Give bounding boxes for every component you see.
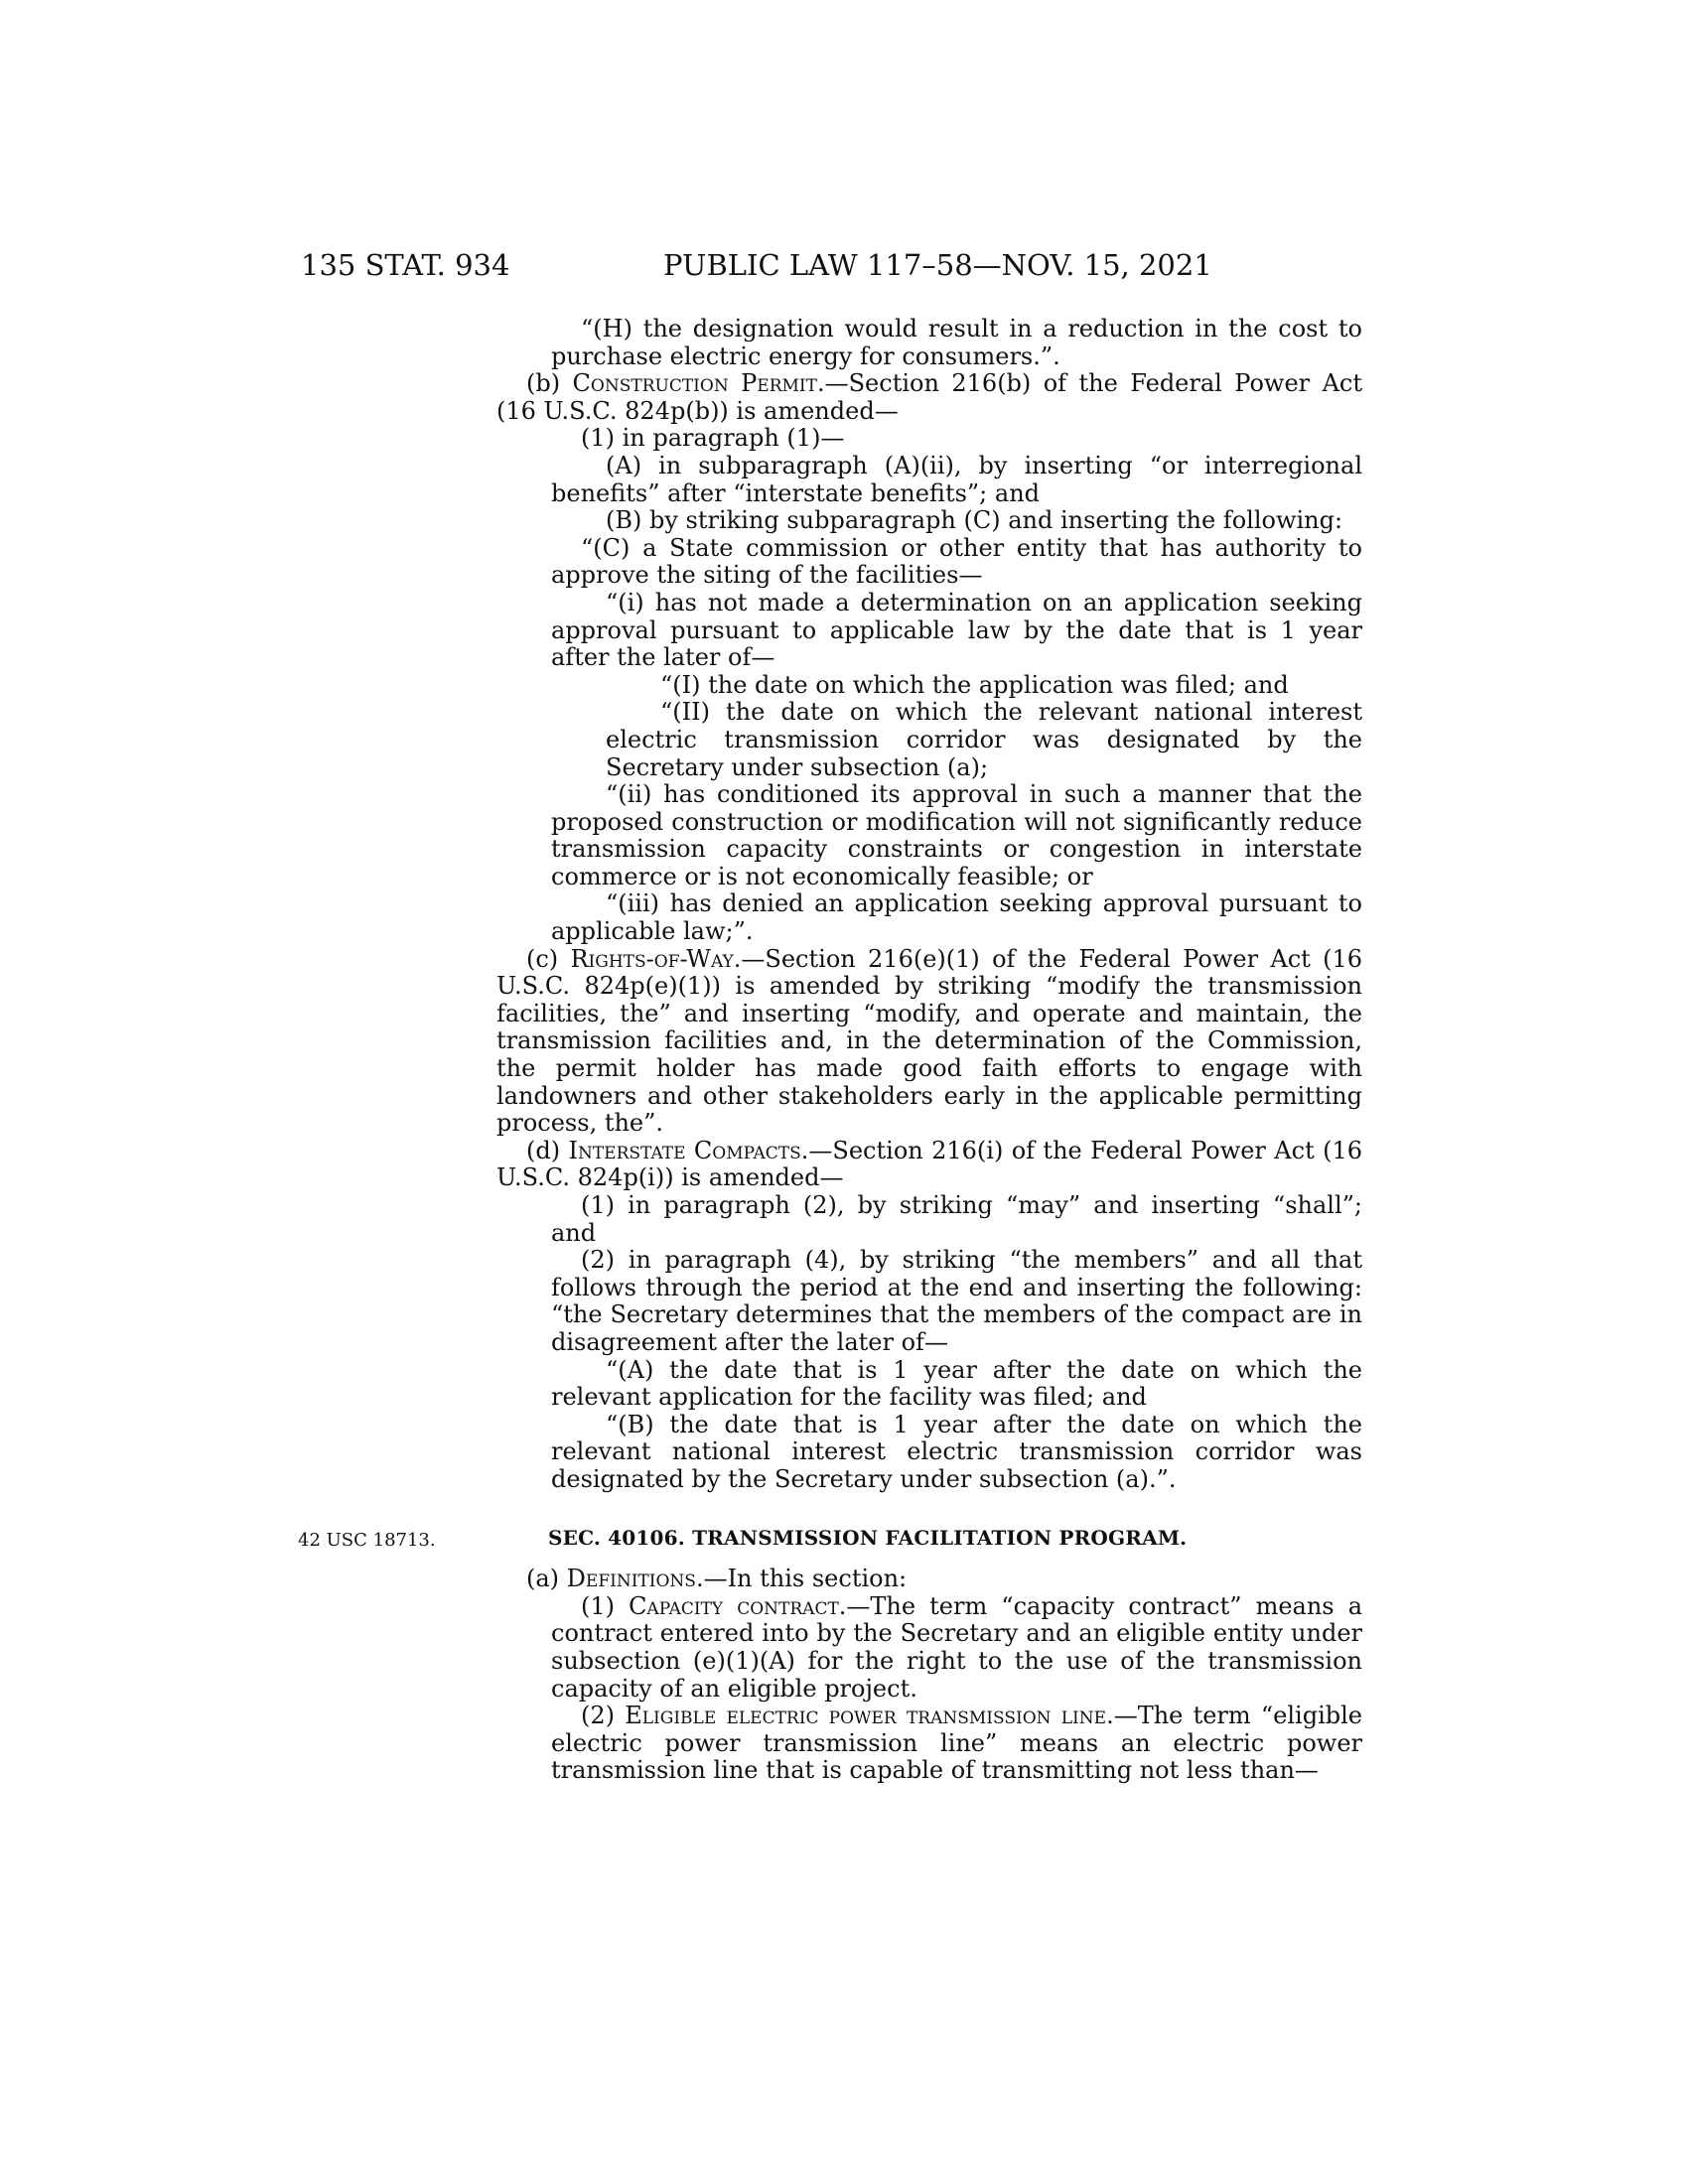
subsection-c-heading: Rights-of-Way bbox=[570, 944, 734, 973]
quoted-clause-iii: “(iii) has denied an application seeking approval pursuant to applicable law;”. bbox=[551, 889, 1362, 946]
subsection-a-text: .—In this section: bbox=[695, 1565, 908, 1593]
subsection-a-heading: Definitions bbox=[566, 1565, 696, 1593]
paragraph-d2: (2) in paragraph (4), by striking “the members” and all that follows through the period at the end and inserting the following: “the Secretary determines that the members of the compact are in disagreement after the later of— bbox=[551, 1246, 1362, 1356]
subsection-d-text: .—Section 216(i) of the Federal Power Act (16 U.S.C. 824p(i)) is amended— bbox=[496, 1136, 1363, 1192]
subsection-b-label: (b) bbox=[526, 369, 573, 398]
section-heading: SEC. 40106. TRANSMISSION FACILITATION PROGRAM. bbox=[548, 1525, 1188, 1550]
subsection-b-text: .—Section 216(b) of the Federal Power Act (16 U.S.C. 824p(b)) is amended— bbox=[496, 369, 1363, 425]
quoted-subparagraph-d2b: “(B) the date that is 1 year after the date on which the relevant national interest electric transmission corridor was designated by the Secretary under subsection (a).”. bbox=[551, 1410, 1362, 1493]
statute-body bbox=[298, 315, 1363, 1785]
quoted-subparagraph-c: “(C) a State commission or other entity that has authority to approve the siting of the facilities— bbox=[551, 533, 1362, 590]
quoted-subparagraph-d2a: “(A) the date that is 1 year after the date on which the relevant application for the facility was filed; and bbox=[551, 1355, 1362, 1412]
definition-2-label: (2) bbox=[581, 1702, 626, 1730]
definition-2 bbox=[496, 1703, 1362, 1785]
definition-1 bbox=[496, 1593, 1362, 1703]
subparagraph-b1b: (B) by striking subparagraph (C) and inserting the following: bbox=[606, 506, 1343, 535]
usc-margin-note: 42 USC 18713. bbox=[298, 1529, 436, 1551]
subsection-d bbox=[496, 1138, 1362, 1192]
quoted-subclause-II: “(II) the date on which the relevant national interest electric transmission corridor was designated by the Secretary under subsection (a); bbox=[606, 698, 1362, 781]
quoted-subclause-I: “(I) the date on which the application was filed; and bbox=[660, 670, 1289, 699]
paragraph-b1: (1) in paragraph (1)— bbox=[581, 424, 845, 453]
quoted-clause-ii: “(ii) has conditioned its approval in such a manner that the proposed construction or modification will not significantly reduce transmission capacity constraints or congestion in interstate commerce or is not economically feasible; or bbox=[551, 780, 1362, 890]
subsection-c bbox=[496, 946, 1362, 1138]
definition-1-text: .—The term “capacity contract” means a contract entered into by the Secretary and an eligible entity under subsection (e)(1)(A) for the right to the use of the transmission capacity of an eligible project. bbox=[551, 1591, 1362, 1703]
page-header bbox=[0, 248, 1688, 288]
definition-2-heading: Eligible electric power transmission line bbox=[625, 1702, 1107, 1730]
definition-2-text: .—The term “eligible electric power transmission line” means an electric power transmission line that is capable of transmitting not less than— bbox=[551, 1702, 1362, 1785]
quoted-clause-i: “(i) has not made a determination on an application seeking approval pursuant to applicable law by the date that is 1 year after the later of— bbox=[551, 588, 1362, 672]
subsection-b-heading: Construction Permit bbox=[572, 369, 817, 398]
subsection-a-label: (a) bbox=[526, 1565, 567, 1593]
subsection-c-text: .—Section 216(e)(1) of the Federal Power Act (16 U.S.C. 824p(e)(1)) is amended by striking “modify the transmission facilities, the” and inserting “modify, and operate and maintain, the transmission facilities and, in the determination of the Commission, the permit holder has made good faith efforts to engage with landowners and other stakeholders early in the applicable permitting process, the”. bbox=[496, 944, 1362, 1138]
stat-page-reference: 135 STAT. 934 bbox=[301, 248, 510, 282]
paragraph-d1: (1) in paragraph (2), by striking “may” and inserting “shall”; and bbox=[551, 1191, 1362, 1247]
subsection-c-label: (c) bbox=[526, 944, 571, 973]
subsection-a bbox=[496, 1566, 1362, 1593]
subparagraph-b1a: (A) in subparagraph (A)(ii), by inserting “or interregional benefits” after “interstate benefits”; and bbox=[551, 451, 1362, 507]
subsection-d-heading: Interstate Compacts bbox=[568, 1136, 801, 1164]
public-law-title: PUBLIC LAW 117–58—NOV. 15, 2021 bbox=[663, 248, 1212, 282]
subsection-d-label: (d) bbox=[526, 1136, 569, 1164]
section-heading-row bbox=[298, 1524, 1362, 1553]
definition-1-heading: Capacity contract bbox=[629, 1591, 839, 1620]
paragraph-h: “(H) the designation would result in a reduction in the cost to purchase electric energy for consumers.”. bbox=[551, 315, 1362, 370]
definition-1-label: (1) bbox=[581, 1591, 630, 1620]
subsection-b bbox=[496, 370, 1362, 425]
